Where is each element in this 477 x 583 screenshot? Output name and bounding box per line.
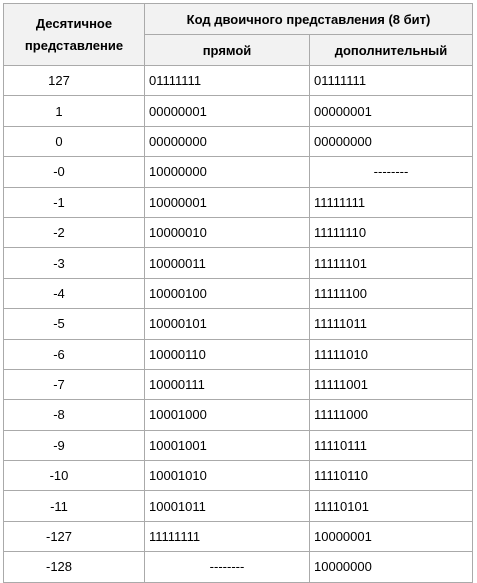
cell-complement: 11110101	[310, 491, 473, 521]
cell-complement: 11111101	[310, 248, 473, 278]
table-row	[4, 430, 473, 460]
table-row	[4, 461, 473, 491]
cell-direct: 10001010	[145, 461, 310, 491]
cell-complement: 01111111	[310, 66, 473, 96]
cell-complement: 10000001	[310, 521, 473, 551]
cell-complement: 11110110	[310, 461, 473, 491]
cell-complement: 00000000	[310, 126, 473, 156]
cell-decimal: -5	[4, 309, 145, 339]
table-row	[4, 400, 473, 430]
cell-complement: 11111110	[310, 217, 473, 247]
header-decimal: Десятичное представление	[4, 4, 145, 66]
header-complement: дополнительный	[310, 35, 473, 66]
cell-decimal: -8	[4, 400, 145, 430]
cell-direct: 10001001	[145, 430, 310, 460]
table-row	[4, 96, 473, 126]
cell-direct: 10000000	[145, 157, 310, 187]
cell-direct: 00000001	[145, 96, 310, 126]
table-row	[4, 66, 473, 96]
cell-direct: --------	[145, 552, 310, 582]
cell-complement: 11111011	[310, 309, 473, 339]
cell-decimal: -1	[4, 187, 145, 217]
cell-decimal: -3	[4, 248, 145, 278]
table-header	[4, 4, 473, 66]
cell-decimal: -11	[4, 491, 145, 521]
header-direct: прямой	[145, 35, 310, 66]
cell-complement: 11111100	[310, 278, 473, 308]
table-row	[4, 278, 473, 308]
table-row	[4, 339, 473, 369]
table-row	[4, 491, 473, 521]
table-row	[4, 126, 473, 156]
cell-direct: 01111111	[145, 66, 310, 96]
cell-decimal: 0	[4, 126, 145, 156]
cell-direct: 10000111	[145, 369, 310, 399]
binary-representation-table	[3, 3, 473, 583]
cell-complement: 11111000	[310, 400, 473, 430]
cell-complement: 11111010	[310, 339, 473, 369]
table-row	[4, 157, 473, 187]
table-body	[4, 66, 473, 583]
cell-decimal: 127	[4, 66, 145, 96]
cell-decimal: -4	[4, 278, 145, 308]
cell-complement: --------	[310, 157, 473, 187]
cell-decimal: -0	[4, 157, 145, 187]
cell-direct: 11111111	[145, 521, 310, 551]
table-row	[4, 187, 473, 217]
table-row	[4, 369, 473, 399]
table-row	[4, 552, 473, 582]
header-row-top	[4, 4, 473, 35]
cell-complement: 10000000	[310, 552, 473, 582]
cell-direct: 10000100	[145, 278, 310, 308]
cell-decimal: 1	[4, 96, 145, 126]
cell-decimal: -127	[4, 521, 145, 551]
cell-decimal: -128	[4, 552, 145, 582]
cell-complement: 00000001	[310, 96, 473, 126]
cell-complement: 11111001	[310, 369, 473, 399]
cell-direct: 10000110	[145, 339, 310, 369]
cell-direct: 10000010	[145, 217, 310, 247]
cell-direct: 10000011	[145, 248, 310, 278]
table-row	[4, 217, 473, 247]
cell-complement: 11110111	[310, 430, 473, 460]
cell-complement: 11111111	[310, 187, 473, 217]
cell-direct: 10000101	[145, 309, 310, 339]
table-row	[4, 521, 473, 551]
cell-decimal: -6	[4, 339, 145, 369]
cell-direct: 10000001	[145, 187, 310, 217]
header-code: Код двоичного представления (8 бит)	[145, 4, 473, 35]
table-row	[4, 248, 473, 278]
table-row	[4, 309, 473, 339]
cell-direct: 00000000	[145, 126, 310, 156]
cell-direct: 10001000	[145, 400, 310, 430]
cell-direct: 10001011	[145, 491, 310, 521]
cell-decimal: -10	[4, 461, 145, 491]
cell-decimal: -9	[4, 430, 145, 460]
cell-decimal: -2	[4, 217, 145, 247]
cell-decimal: -7	[4, 369, 145, 399]
